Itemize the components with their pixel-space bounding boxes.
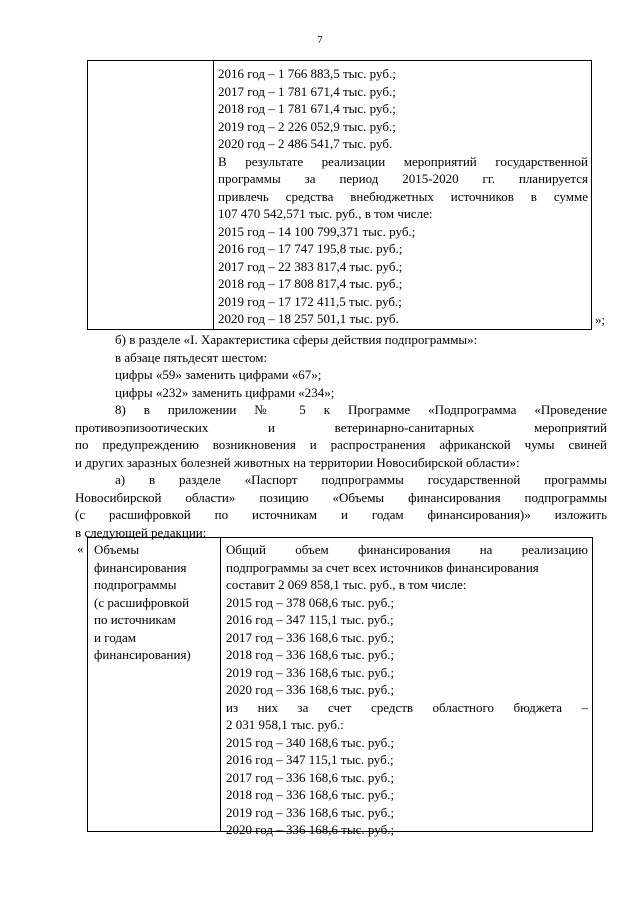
funding-description-cell: [226, 541, 588, 839]
passport-line: (с расшифровкой по источникам и годам финансирования)» изложить: [75, 507, 607, 522]
regional-budget-line: 2020 год – 336 168,6 тыс. руб.;: [226, 822, 395, 837]
amendment-paragraph-ref: в абзаце пятьдесят шестом:: [115, 350, 268, 365]
total-funding-intro: составит 2 069 858,1 тыс. руб., в том числе:: [226, 577, 467, 592]
regional-budget-line: 2017 год – 336 168,6 тыс. руб.;: [226, 769, 395, 785]
position-label-line: (с расшифровкой: [94, 594, 190, 610]
subprogram-funding-table: [87, 537, 593, 837]
column-divider: [213, 61, 214, 329]
position-label-cell: [94, 541, 218, 664]
amendment-replace-1: цифры «59» заменить цифрами «67»;: [115, 367, 322, 382]
funding-line: 2016 год – 1 766 883,5 тыс. руб.;: [218, 66, 396, 81]
funding-line: 2017 год – 22 383 817,4 тыс. руб.;: [218, 258, 403, 274]
position-label-line: финансирования): [94, 647, 191, 662]
regional-budget-line: 2019 год – 336 168,6 тыс. руб.;: [226, 804, 395, 820]
column-divider: [220, 538, 221, 831]
funding-line: 2015 год – 14 100 799,371 тыс. руб.;: [218, 223, 416, 239]
total-funding-intro: подпрограммы за счет всех источников финансирования: [226, 559, 539, 575]
regional-budget-line: 2018 год – 336 168,6 тыс. руб.;: [226, 787, 395, 802]
extra-budget-paragraph-line: В результате реализации мероприятий государственной: [218, 153, 588, 169]
regional-budget-intro: 2 031 958,1 тыс. руб.:: [226, 717, 344, 732]
appendix-5-line: по предупреждению возникновения и распространения африканской чумы свиней: [75, 437, 607, 452]
amendment-replace-2: цифры «232» заменить цифрами «234»;: [115, 385, 335, 400]
page-number: 7: [317, 34, 323, 46]
closing-quote: »;: [595, 312, 606, 327]
extra-budget-paragraph-line: привлечь средства внебюджетных источников в сумме: [218, 188, 588, 204]
position-label-line: подпрограммы: [94, 577, 177, 592]
extra-budget-paragraph-line: программы за период 2015-2020 гг. планируется: [218, 171, 588, 186]
total-funding-line: 2017 год – 336 168,6 тыс. руб.;: [226, 629, 395, 645]
position-label-line: и годам: [94, 629, 136, 645]
position-label-line: по источникам: [94, 612, 176, 627]
regional-budget-line: 2015 год – 340 168,6 тыс. руб.;: [226, 734, 395, 750]
total-funding-line: 2018 год – 336 168,6 тыс. руб.;: [226, 647, 395, 662]
position-label-line: Объемы: [94, 542, 140, 557]
regional-budget-line: 2016 год – 347 115,1 тыс. руб.;: [226, 752, 394, 767]
passport-line: в следующей редакции:: [75, 525, 207, 540]
passport-line: Новосибирской области» позицию «Объемы финансирования подпрограммы: [75, 490, 607, 505]
total-funding-intro: Общий объем финансирования на реализацию: [226, 542, 588, 557]
funding-line: 2017 год – 1 781 671,4 тыс. руб.;: [218, 83, 396, 99]
appendix-5-line: противоэпизоотических и ветеринарно-санитарных мероприятий: [75, 420, 607, 435]
passport-line: а) в разделе «Паспорт подпрограммы государственной программы: [115, 472, 607, 487]
extra-budget-paragraph-line: 107 470 542,571 тыс. руб., в том числе:: [218, 206, 433, 221]
amendment-section-b: б) в разделе «I. Характеристика сферы действия подпрограммы»:: [115, 332, 478, 347]
funding-line: 2016 год – 17 747 195,8 тыс. руб.;: [218, 241, 403, 256]
total-funding-line: 2015 год – 378 068,6 тыс. руб.;: [226, 594, 395, 610]
total-funding-line: 2020 год – 336 168,6 тыс. руб.;: [226, 682, 395, 697]
total-funding-line: 2016 год – 347 115,1 тыс. руб.;: [226, 612, 394, 627]
position-label-line: финансирования: [94, 559, 187, 575]
funding-line: 2020 год – 2 486 541,7 тыс. руб.: [218, 136, 393, 151]
funding-cell: [218, 65, 588, 328]
funding-line: 2019 год – 17 172 411,5 тыс. руб.;: [218, 293, 402, 309]
funding-line: 2018 год – 17 808 817,4 тыс. руб.;: [218, 276, 403, 291]
funding-line: 2018 год – 1 781 671,4 тыс. руб.;: [218, 101, 396, 116]
appendix-5-line: и других заразных болезней животных на территории Новосибирской области»:: [75, 455, 520, 470]
appendix-5-line: 8) в приложении № 5 к Программе «Подпрограмма «Проведение: [115, 402, 607, 417]
funding-line: 2019 год – 2 226 052,9 тыс. руб.;: [218, 118, 396, 134]
total-funding-line: 2019 год – 336 168,6 тыс. руб.;: [226, 664, 395, 680]
funding-line: 2020 год – 18 257 501,1 тыс. руб.: [218, 311, 399, 326]
regional-budget-intro: из них за счет средств областного бюджета –: [226, 699, 588, 715]
funding-table-continuation: [87, 60, 592, 330]
opening-quote: «: [77, 541, 84, 556]
